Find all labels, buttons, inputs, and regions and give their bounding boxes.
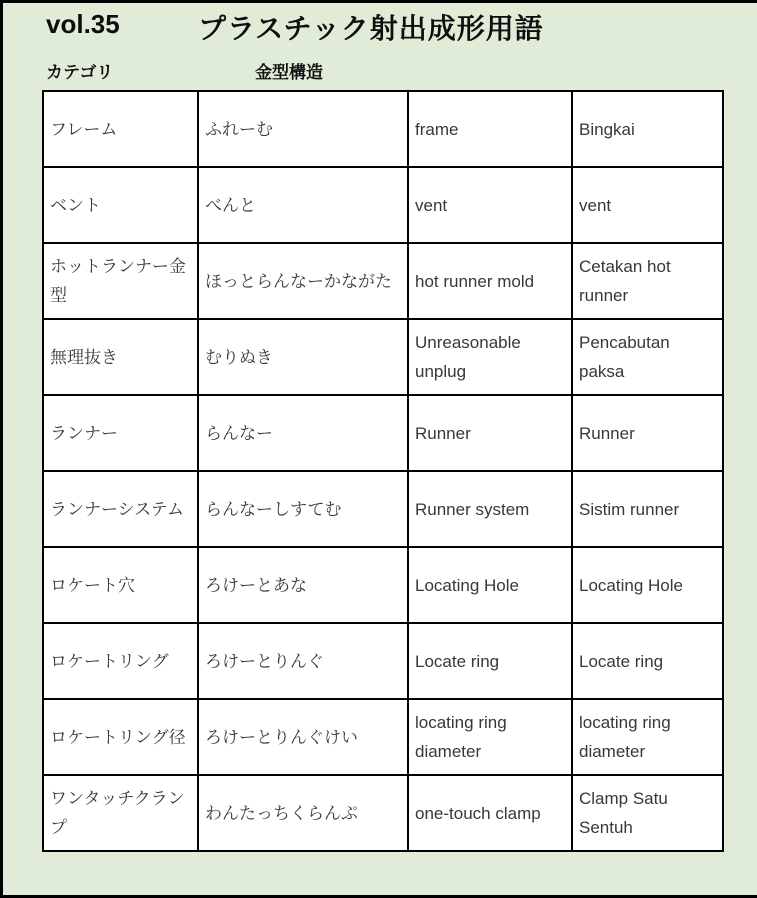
cell-japanese-term: ランナー: [43, 395, 198, 471]
cell-indonesian-term: locating ring diameter: [572, 699, 723, 775]
cell-english-term: locating ring diameter: [408, 699, 572, 775]
table-row: [43, 547, 723, 623]
cell-reading-hiragana: ろけーとりんぐ: [198, 623, 408, 699]
cell-japanese-term: ホットランナー金型: [43, 243, 198, 319]
cell-indonesian-term: Cetakan hot runner: [572, 243, 723, 319]
cell-indonesian-term: Runner: [572, 395, 723, 471]
cell-english-term: vent: [408, 167, 572, 243]
cell-indonesian-term: Locate ring: [572, 623, 723, 699]
cell-reading-hiragana: わんたっちくらんぷ: [198, 775, 408, 851]
cell-indonesian-term: Clamp Satu Sentuh: [572, 775, 723, 851]
volume-label: vol.35: [46, 9, 120, 39]
cell-english-term: hot runner mold: [408, 243, 572, 319]
cell-english-term: one-touch clamp: [408, 775, 572, 851]
cell-japanese-term: ベント: [43, 167, 198, 243]
cell-indonesian-term: Sistim runner: [572, 471, 723, 547]
cell-japanese-term: ワンタッチクランプ: [43, 775, 198, 851]
category-label: カテゴリ: [46, 63, 114, 82]
cell-japanese-term: ロケートリング径: [43, 699, 198, 775]
table-row: [43, 319, 723, 395]
category-value: 金型構造: [255, 63, 323, 82]
cell-reading-hiragana: ろけーとりんぐけい: [198, 699, 408, 775]
cell-japanese-term: ロケート穴: [43, 547, 198, 623]
table-row: [43, 471, 723, 547]
cell-english-term: Unreasonable unplug: [408, 319, 572, 395]
cell-indonesian-term: Bingkai: [572, 91, 723, 167]
cell-reading-hiragana: べんと: [198, 167, 408, 243]
cell-reading-hiragana: ふれーむ: [198, 91, 408, 167]
table-row: [43, 775, 723, 851]
cell-indonesian-term: Pencabutan paksa: [572, 319, 723, 395]
cell-japanese-term: 無理抜き: [43, 319, 198, 395]
table-row: [43, 167, 723, 243]
cell-reading-hiragana: らんなー: [198, 395, 408, 471]
page-title: プラスチック射出成形用語: [198, 13, 544, 44]
cell-indonesian-term: Locating Hole: [572, 547, 723, 623]
cell-japanese-term: フレーム: [43, 91, 198, 167]
table-row: [43, 395, 723, 471]
cell-english-term: Locate ring: [408, 623, 572, 699]
table-row: [43, 91, 723, 167]
table-row: [43, 243, 723, 319]
cell-reading-hiragana: らんなーしすてむ: [198, 471, 408, 547]
cell-reading-hiragana: ろけーとあな: [198, 547, 408, 623]
cell-english-term: Runner: [408, 395, 572, 471]
cell-japanese-term: ランナーシステム: [43, 471, 198, 547]
cell-japanese-term: ロケートリング: [43, 623, 198, 699]
table-row: [43, 699, 723, 775]
cell-reading-hiragana: ほっとらんなーかながた: [198, 243, 408, 319]
glossary-table: [42, 90, 724, 852]
cell-english-term: frame: [408, 91, 572, 167]
cell-english-term: Runner system: [408, 471, 572, 547]
cell-indonesian-term: vent: [572, 167, 723, 243]
cell-english-term: Locating Hole: [408, 547, 572, 623]
cell-reading-hiragana: むりぬき: [198, 319, 408, 395]
table-row: [43, 623, 723, 699]
